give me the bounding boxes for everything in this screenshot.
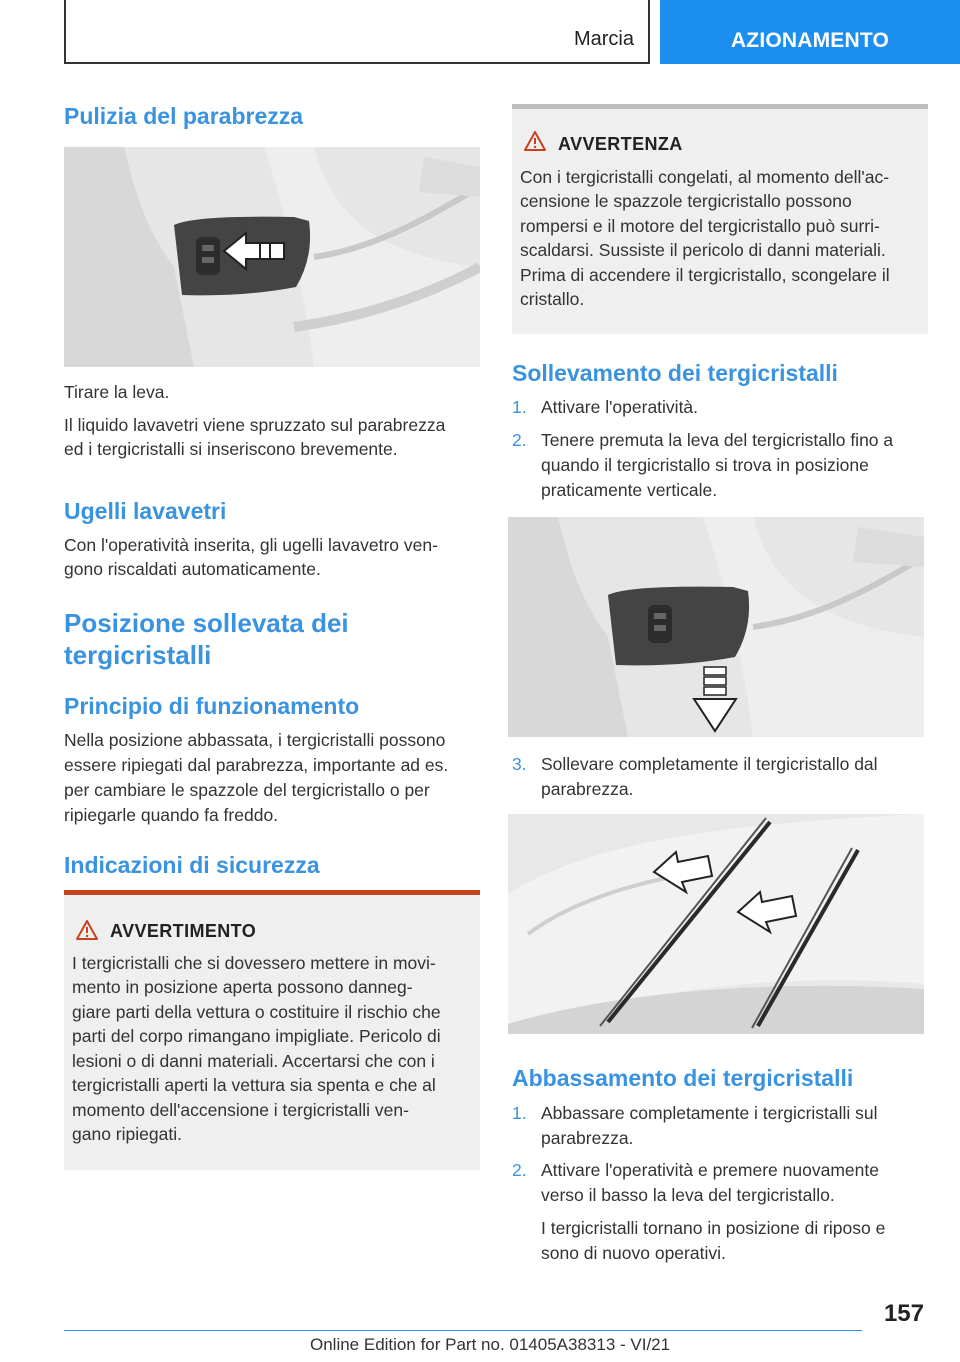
- step-up-2-text-2: quando il tergicristallo si trova in posizione: [541, 455, 869, 475]
- heading-sicurezza: Indicazioni di sicurezza: [64, 852, 320, 878]
- step-up-2-text-3: praticamente verticale.: [541, 480, 718, 500]
- heading-sollevamento: Sollevamento dei tergicristalli: [512, 360, 838, 386]
- warning-triangle-icon: [76, 920, 98, 940]
- warning-title: AVVERTIMENTO: [110, 921, 257, 941]
- step-down-1-text-2: parabrezza.: [541, 1128, 634, 1148]
- caution-line-6: cristallo.: [520, 289, 585, 309]
- caution-bar: [512, 104, 928, 109]
- warning-line-2: mento in posizione aperta possono danneg‐: [72, 977, 413, 997]
- step-down-2-text-2: verso il basso la leva del tergicristallo.: [541, 1185, 835, 1205]
- caution-line-1: Con i tergicristalli congelati, al momento dell'ac‐: [520, 167, 890, 187]
- text-principio-4: ripiegarle quando fa freddo.: [64, 805, 279, 825]
- caution-line-3: rompersi e il motore del tergicristallo può surri‐: [520, 216, 880, 236]
- text-liquido-1: Il liquido lavavetri viene spruzzato sul parabrezza: [64, 415, 446, 435]
- caution-line-5: Prima di accendere il tergicristallo, scongelare il: [520, 265, 890, 285]
- caution-line-4: scaldarsi. Sussiste il pericolo di danni materiali.: [520, 240, 886, 260]
- caution-line-2: censione le spazzole tergicristallo possono: [520, 191, 852, 211]
- step-down-1-number: 1.: [512, 1103, 527, 1123]
- step-down-1-text-1: Abbassare completamente i tergicristalli sul: [541, 1103, 878, 1123]
- step-down-2-text-1: Attivare l'operatività e premere nuovamente: [541, 1160, 879, 1180]
- footer-edition: Online Edition for Part no. 01405A38313 - VI/21: [310, 1335, 671, 1354]
- warning-line-6: tergicristalli aperti la vettura sia spenta e che al: [72, 1075, 436, 1095]
- text-principio-3: per cambiare le spazzole del tergicristallo o per: [64, 780, 430, 800]
- text-ugelli-2: gono riscaldati automaticamente.: [64, 559, 321, 579]
- step-down-2-number: 2.: [512, 1160, 527, 1180]
- chapter-tab: AZIONAMENTO: [660, 0, 960, 64]
- warning-line-8: gano ripiegati.: [72, 1124, 182, 1144]
- heading-posizione-2: tergicristalli: [64, 640, 212, 670]
- figure-lever-pull: [64, 147, 480, 367]
- heading-abbassamento: Abbassamento dei tergicristalli: [512, 1065, 854, 1091]
- figure-wipers-raised: [508, 814, 924, 1034]
- text-ugelli-1: Con l'operatività inserita, gli ugelli lavavetro ven‐: [64, 535, 438, 555]
- warning-line-4: parti del corpo rimangano impigliate. Pericolo di: [72, 1026, 441, 1046]
- heading-posizione-1: Posizione sollevata dei: [64, 608, 349, 638]
- step-up-3-text-2: parabrezza.: [541, 779, 634, 799]
- figure-lever-down: [508, 517, 924, 737]
- text-liquido-2: ed i tergicristalli si inseriscono brevemente.: [64, 439, 398, 459]
- text-tornano-1: I tergicristalli tornano in posizione di riposo e: [541, 1218, 886, 1238]
- step-up-2-text-1: Tenere premuta la leva del tergicristallo fino a: [541, 430, 894, 450]
- warning-line-7: momento dell'accensione i tergicristalli ven‐: [72, 1100, 409, 1120]
- step-up-3-number: 3.: [512, 754, 527, 774]
- step-up-1-text: Attivare l'operatività.: [541, 397, 699, 417]
- header-frame: [64, 0, 650, 64]
- warning-triangle-icon: [524, 131, 546, 151]
- page-number: 157: [883, 1300, 924, 1327]
- caution-box: [512, 104, 928, 334]
- text-tornano-2: sono di nuovo operativi.: [541, 1243, 726, 1263]
- caution-title: AVVERTENZA: [558, 134, 683, 154]
- warning-line-5: lesioni o di danni materiali. Accertarsi che con i: [72, 1051, 435, 1071]
- warning-line-3: giare parti della vettura o costituire il rischio che: [72, 1002, 441, 1022]
- footer-divider: [64, 1330, 862, 1331]
- warning-bar: [64, 890, 480, 895]
- text-principio-1: Nella posizione abbassata, i tergicristalli possono: [64, 730, 446, 750]
- heading-ugelli: Ugelli lavavetri: [64, 498, 227, 524]
- warning-box: [64, 890, 480, 1170]
- step-up-2-number: 2.: [512, 430, 527, 450]
- step-up-3-text-1: Sollevare completamente il tergicristallo dal: [541, 754, 878, 774]
- section-title: Marcia: [573, 28, 634, 50]
- text-principio-2: essere ripiegati dal parabrezza, importante ad es.: [64, 755, 449, 775]
- step-up-1-number: 1.: [512, 397, 527, 417]
- heading-pulizia: Pulizia del parabrezza: [64, 103, 304, 129]
- warning-line-1: I tergicristalli che si dovessero mettere in movi‐: [72, 953, 436, 973]
- heading-principio: Principio di funzionamento: [64, 693, 360, 719]
- text-tirare: Tirare la leva.: [64, 382, 170, 402]
